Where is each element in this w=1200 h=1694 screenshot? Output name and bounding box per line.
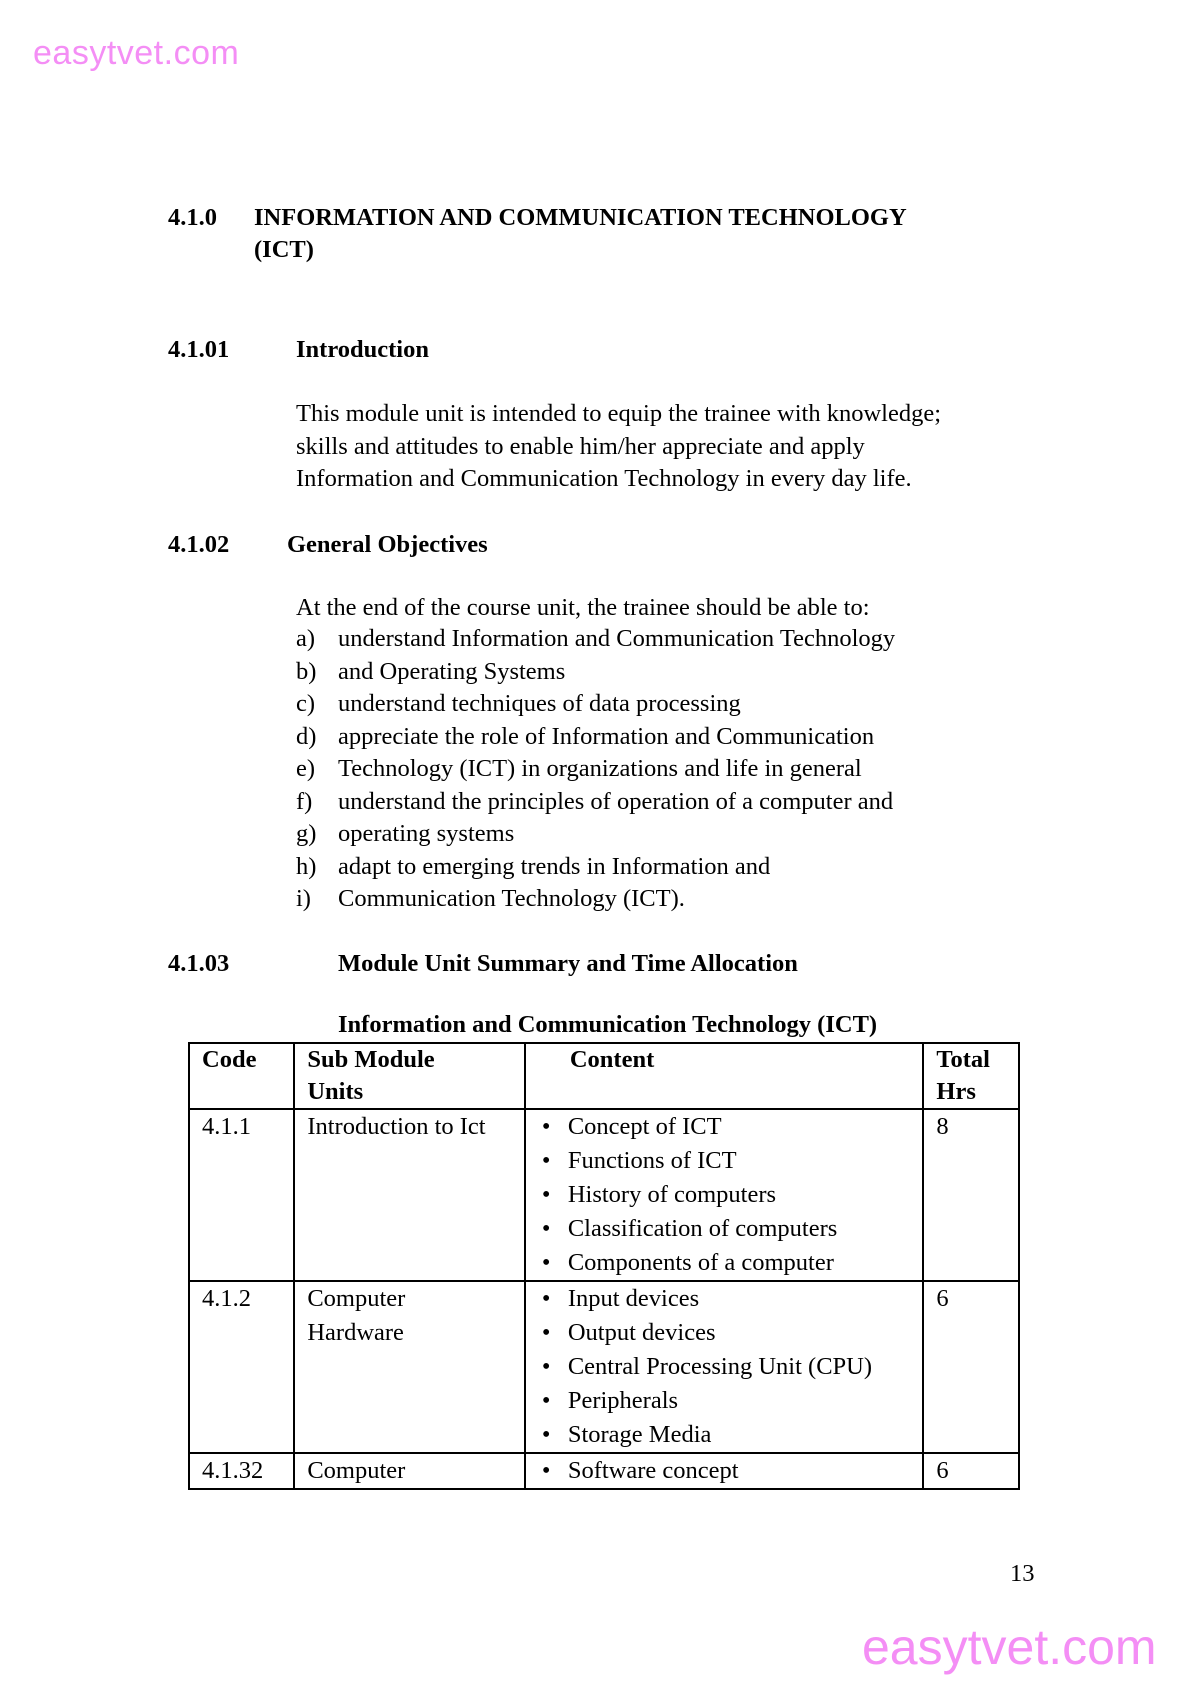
- content-item: • Components of a computer: [568, 1246, 915, 1280]
- objective-item: h) adapt to emerging trends in Information and: [296, 852, 771, 880]
- row-content: [525, 1453, 924, 1489]
- heading-title-line2: (ICT): [254, 236, 314, 263]
- content-item: • Functions of ICT: [568, 1144, 915, 1178]
- content-item: • Central Processing Unit (CPU): [568, 1350, 915, 1384]
- header-code: Code: [189, 1043, 294, 1109]
- introduction-paragraph: [296, 398, 1056, 496]
- header-sub-module: Sub Module Units: [294, 1043, 525, 1109]
- objective-item: f) understand the principles of operation of a computer and: [296, 787, 894, 815]
- row-hrs: 6: [923, 1453, 1019, 1489]
- table-title: Information and Communication Technology (ICT): [338, 1011, 878, 1038]
- summary-title: Module Unit Summary and Time Allocation: [338, 950, 798, 977]
- introduction-line: skills and attitudes to enable him/her appreciate and apply: [296, 432, 865, 460]
- table-row: [189, 1281, 1019, 1453]
- heading-title-line1: INFORMATION AND COMMUNICATION TECHNOLOGY: [254, 204, 907, 231]
- summary-table: [188, 1042, 1020, 1490]
- objective-item: g) operating systems: [296, 820, 515, 847]
- objective-item: a) understand Information and Communication Technology: [296, 625, 896, 652]
- row-hrs: 8: [923, 1109, 1019, 1281]
- header-total-hrs: Total Hrs: [923, 1043, 1019, 1109]
- row-code: 4.1.2: [189, 1281, 294, 1453]
- watermark-top: easytvet.com: [33, 34, 240, 72]
- objectives-number: 4.1.02: [168, 531, 230, 558]
- objectives-title: General Objectives: [287, 531, 488, 558]
- content-item: • Software concept: [568, 1454, 915, 1488]
- introduction-line: Information and Communication Technology in every day life.: [296, 465, 912, 492]
- table-row: [189, 1453, 1019, 1489]
- table-row: [189, 1109, 1019, 1281]
- objective-item: i) Communication Technology (ICT).: [296, 885, 685, 912]
- objective-item: c) understand techniques of data processing: [296, 690, 741, 717]
- content-item: • Peripherals: [568, 1384, 915, 1418]
- page-number: 13: [1010, 1560, 1035, 1587]
- introduction-number: 4.1.01: [168, 336, 230, 363]
- content-item: • Classification of computers: [568, 1212, 915, 1246]
- row-code: 4.1.32: [189, 1453, 294, 1489]
- summary-number: 4.1.03: [168, 950, 230, 977]
- table-header-row: [189, 1043, 1019, 1109]
- watermark-bottom: easytvet.com: [862, 1619, 1157, 1675]
- row-sub-module: Introduction to Ict: [294, 1109, 525, 1281]
- heading-number: 4.1.0: [168, 204, 217, 231]
- row-content: [525, 1109, 924, 1281]
- content-item: • History of computers: [568, 1178, 915, 1212]
- content-item: • Input devices: [568, 1282, 915, 1316]
- objective-item: e) Technology (ICT) in organizations and life in general: [296, 755, 862, 782]
- header-content: Content: [525, 1043, 924, 1109]
- content-item: • Concept of ICT: [568, 1110, 915, 1144]
- content-item: • Storage Media: [568, 1418, 915, 1452]
- objective-item: d) appreciate the role of Information and Communication: [296, 722, 875, 750]
- objective-item: b) and Operating Systems: [296, 657, 566, 685]
- row-sub-module: Computer Hardware: [294, 1281, 525, 1453]
- objectives-intro: At the end of the course unit, the trainee should be able to:: [296, 594, 870, 621]
- row-sub-module: Computer: [294, 1453, 525, 1489]
- introduction-title: Introduction: [296, 336, 429, 363]
- row-hrs: 6: [923, 1281, 1019, 1453]
- objectives-list: [296, 623, 895, 916]
- row-code: 4.1.1: [189, 1109, 294, 1281]
- introduction-line: This module unit is intended to equip the trainee with knowledge;: [296, 400, 942, 427]
- row-content: [525, 1281, 924, 1453]
- content-item: • Output devices: [568, 1316, 915, 1350]
